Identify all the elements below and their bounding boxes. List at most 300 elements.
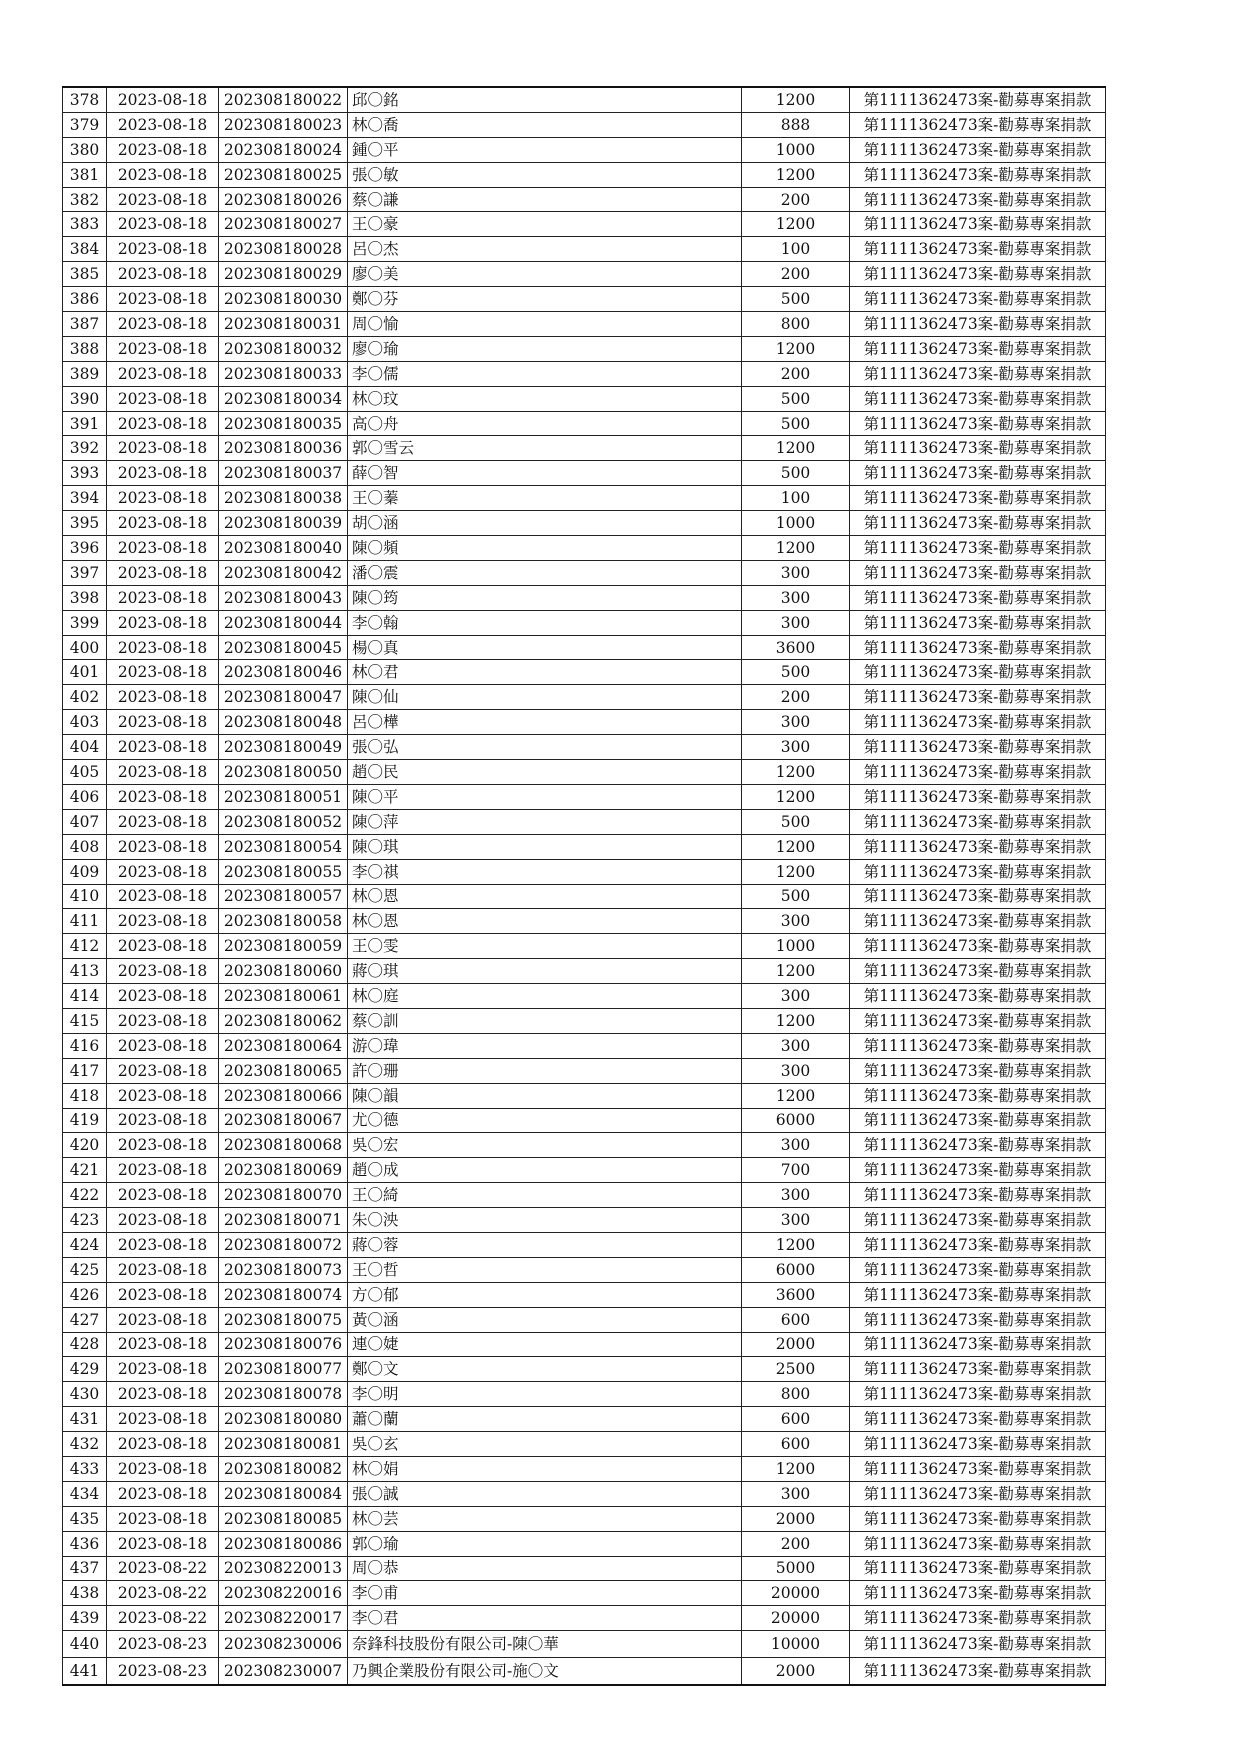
- table-row: [63, 959, 1106, 984]
- remark-cell: 第1111362473案-勸募專案捐款: [850, 461, 1106, 486]
- receipt-number-cell: 202308180034: [219, 386, 348, 411]
- receipt-number-cell: 202308180027: [219, 212, 348, 237]
- donor-name-cell: 王〇綺: [348, 1183, 742, 1208]
- row-number-cell: 394: [63, 486, 107, 511]
- receipt-number-cell: 202308180058: [219, 909, 348, 934]
- donor-name-cell: 薛〇智: [348, 461, 742, 486]
- donor-name-cell: 鄭〇芬: [348, 287, 742, 312]
- receipt-number-cell: 202308180059: [219, 934, 348, 959]
- receipt-number-cell: 202308180026: [219, 187, 348, 212]
- donation-date-cell: 2023-08-18: [107, 1257, 219, 1282]
- amount-cell: 300: [742, 560, 850, 585]
- donation-date-cell: 2023-08-18: [107, 635, 219, 660]
- row-number-cell: 379: [63, 112, 107, 137]
- amount-cell: 1200: [742, 784, 850, 809]
- donation-date-cell: 2023-08-18: [107, 735, 219, 760]
- donor-name-cell: 陳〇韻: [348, 1083, 742, 1108]
- receipt-number-cell: 202308180023: [219, 112, 348, 137]
- donation-date-cell: 2023-08-18: [107, 511, 219, 536]
- remark-cell: 第1111362473案-勸募專案捐款: [850, 560, 1106, 585]
- donation-date-cell: 2023-08-18: [107, 1456, 219, 1481]
- donation-date-cell: 2023-08-18: [107, 610, 219, 635]
- donation-date-cell: 2023-08-18: [107, 685, 219, 710]
- remark-cell: 第1111362473案-勸募專案捐款: [850, 361, 1106, 386]
- donation-date-cell: 2023-08-22: [107, 1581, 219, 1606]
- table-row: [63, 287, 1106, 312]
- amount-cell: 1200: [742, 1456, 850, 1481]
- receipt-number-cell: 202308180047: [219, 685, 348, 710]
- row-number-cell: 402: [63, 685, 107, 710]
- row-number-cell: 423: [63, 1208, 107, 1233]
- donation-date-cell: 2023-08-18: [107, 187, 219, 212]
- receipt-number-cell: 202308180022: [219, 87, 348, 112]
- remark-cell: 第1111362473案-勸募專案捐款: [850, 162, 1106, 187]
- table-row: [63, 1658, 1106, 1686]
- donation-date-cell: 2023-08-22: [107, 1556, 219, 1581]
- row-number-cell: 396: [63, 536, 107, 561]
- receipt-number-cell: 202308180035: [219, 411, 348, 436]
- donor-name-cell: 陳〇仙: [348, 685, 742, 710]
- table-row: [63, 859, 1106, 884]
- donor-name-cell: 鄭〇文: [348, 1357, 742, 1382]
- row-number-cell: 431: [63, 1407, 107, 1432]
- donation-date-cell: 2023-08-18: [107, 760, 219, 785]
- table-row: [63, 1183, 1106, 1208]
- remark-cell: 第1111362473案-勸募專案捐款: [850, 1108, 1106, 1133]
- row-number-cell: 405: [63, 760, 107, 785]
- amount-cell: 300: [742, 984, 850, 1009]
- receipt-number-cell: 202308230006: [219, 1631, 348, 1658]
- donor-name-cell: 蔣〇蓉: [348, 1232, 742, 1257]
- remark-cell: 第1111362473案-勸募專案捐款: [850, 212, 1106, 237]
- receipt-number-cell: 202308180080: [219, 1407, 348, 1432]
- receipt-number-cell: 202308180043: [219, 585, 348, 610]
- row-number-cell: 419: [63, 1108, 107, 1133]
- table-row: [63, 1581, 1106, 1606]
- remark-cell: 第1111362473案-勸募專案捐款: [850, 386, 1106, 411]
- remark-cell: 第1111362473案-勸募專案捐款: [850, 660, 1106, 685]
- remark-cell: 第1111362473案-勸募專案捐款: [850, 1033, 1106, 1058]
- receipt-number-cell: 202308180048: [219, 710, 348, 735]
- table-row: [63, 1456, 1106, 1481]
- row-number-cell: 385: [63, 262, 107, 287]
- remark-cell: 第1111362473案-勸募專案捐款: [850, 287, 1106, 312]
- donation-date-cell: 2023-08-18: [107, 486, 219, 511]
- donor-name-cell: 趙〇成: [348, 1158, 742, 1183]
- receipt-number-cell: 202308180081: [219, 1432, 348, 1457]
- donor-name-cell: 李〇明: [348, 1382, 742, 1407]
- row-number-cell: 409: [63, 859, 107, 884]
- amount-cell: 600: [742, 1432, 850, 1457]
- amount-cell: 200: [742, 361, 850, 386]
- donor-name-cell: 張〇誠: [348, 1481, 742, 1506]
- donation-date-cell: 2023-08-18: [107, 1232, 219, 1257]
- table-row: [63, 1556, 1106, 1581]
- row-number-cell: 397: [63, 560, 107, 585]
- donor-name-cell: 呂〇杰: [348, 237, 742, 262]
- table-row: [63, 1033, 1106, 1058]
- donation-date-cell: 2023-08-22: [107, 1606, 219, 1631]
- remark-cell: 第1111362473案-勸募專案捐款: [850, 336, 1106, 361]
- table-row: [63, 511, 1106, 536]
- amount-cell: 1200: [742, 536, 850, 561]
- donor-name-cell: 郭〇雪云: [348, 436, 742, 461]
- table-row: [63, 1531, 1106, 1556]
- remark-cell: 第1111362473案-勸募專案捐款: [850, 1307, 1106, 1332]
- amount-cell: 100: [742, 237, 850, 262]
- row-number-cell: 387: [63, 312, 107, 337]
- donor-name-cell: 朱〇泱: [348, 1208, 742, 1233]
- donor-name-cell: 林〇君: [348, 660, 742, 685]
- table-row: [63, 386, 1106, 411]
- donor-name-cell: 陳〇萍: [348, 809, 742, 834]
- donation-date-cell: 2023-08-18: [107, 386, 219, 411]
- remark-cell: 第1111362473案-勸募專案捐款: [850, 1058, 1106, 1083]
- table-row: [63, 1282, 1106, 1307]
- table-row: [63, 1257, 1106, 1282]
- donor-name-cell: 吳〇宏: [348, 1133, 742, 1158]
- amount-cell: 800: [742, 1382, 850, 1407]
- amount-cell: 1200: [742, 760, 850, 785]
- amount-cell: 1000: [742, 934, 850, 959]
- donation-date-cell: 2023-08-18: [107, 1382, 219, 1407]
- donor-name-cell: 鍾〇平: [348, 137, 742, 162]
- ledger-body: [63, 87, 1106, 1685]
- donation-date-cell: 2023-08-18: [107, 859, 219, 884]
- remark-cell: 第1111362473案-勸募專案捐款: [850, 1456, 1106, 1481]
- receipt-number-cell: 202308180084: [219, 1481, 348, 1506]
- donation-date-cell: 2023-08-18: [107, 1432, 219, 1457]
- row-number-cell: 418: [63, 1083, 107, 1108]
- table-row: [63, 1481, 1106, 1506]
- remark-cell: 第1111362473案-勸募專案捐款: [850, 610, 1106, 635]
- row-number-cell: 433: [63, 1456, 107, 1481]
- donor-name-cell: 廖〇瑜: [348, 336, 742, 361]
- remark-cell: 第1111362473案-勸募專案捐款: [850, 511, 1106, 536]
- donor-name-cell: 周〇愉: [348, 312, 742, 337]
- row-number-cell: 406: [63, 784, 107, 809]
- remark-cell: 第1111362473案-勸募專案捐款: [850, 710, 1106, 735]
- remark-cell: 第1111362473案-勸募專案捐款: [850, 984, 1106, 1009]
- remark-cell: 第1111362473案-勸募專案捐款: [850, 1432, 1106, 1457]
- table-row: [63, 560, 1106, 585]
- receipt-number-cell: 202308180038: [219, 486, 348, 511]
- donor-name-cell: 奈鋒科技股份有限公司-陳〇華: [348, 1631, 742, 1658]
- amount-cell: 5000: [742, 1556, 850, 1581]
- donation-date-cell: 2023-08-18: [107, 1033, 219, 1058]
- amount-cell: 1200: [742, 1008, 850, 1033]
- donation-date-cell: 2023-08-18: [107, 237, 219, 262]
- donation-date-cell: 2023-08-18: [107, 262, 219, 287]
- receipt-number-cell: 202308220017: [219, 1606, 348, 1631]
- donor-name-cell: 張〇敏: [348, 162, 742, 187]
- amount-cell: 20000: [742, 1606, 850, 1631]
- amount-cell: 3600: [742, 635, 850, 660]
- remark-cell: 第1111362473案-勸募專案捐款: [850, 536, 1106, 561]
- amount-cell: 1200: [742, 859, 850, 884]
- receipt-number-cell: 202308180086: [219, 1531, 348, 1556]
- row-number-cell: 399: [63, 610, 107, 635]
- remark-cell: 第1111362473案-勸募專案捐款: [850, 486, 1106, 511]
- remark-cell: 第1111362473案-勸募專案捐款: [850, 1008, 1106, 1033]
- remark-cell: 第1111362473案-勸募專案捐款: [850, 909, 1106, 934]
- table-row: [63, 834, 1106, 859]
- row-number-cell: 420: [63, 1133, 107, 1158]
- row-number-cell: 439: [63, 1606, 107, 1631]
- table-row: [63, 610, 1106, 635]
- remark-cell: 第1111362473案-勸募專案捐款: [850, 1631, 1106, 1658]
- receipt-number-cell: 202308180077: [219, 1357, 348, 1382]
- row-number-cell: 381: [63, 162, 107, 187]
- amount-cell: 1200: [742, 87, 850, 112]
- row-number-cell: 392: [63, 436, 107, 461]
- row-number-cell: 404: [63, 735, 107, 760]
- remark-cell: 第1111362473案-勸募專案捐款: [850, 137, 1106, 162]
- remark-cell: 第1111362473案-勸募專案捐款: [850, 760, 1106, 785]
- row-number-cell: 383: [63, 212, 107, 237]
- table-row: [63, 1108, 1106, 1133]
- row-number-cell: 435: [63, 1506, 107, 1531]
- row-number-cell: 407: [63, 809, 107, 834]
- row-number-cell: 421: [63, 1158, 107, 1183]
- amount-cell: 6000: [742, 1108, 850, 1133]
- donation-date-cell: 2023-08-18: [107, 137, 219, 162]
- row-number-cell: 400: [63, 635, 107, 660]
- receipt-number-cell: 202308180057: [219, 884, 348, 909]
- row-number-cell: 438: [63, 1581, 107, 1606]
- table-row: [63, 1307, 1106, 1332]
- remark-cell: 第1111362473案-勸募專案捐款: [850, 685, 1106, 710]
- amount-cell: 2500: [742, 1357, 850, 1382]
- donor-name-cell: 吳〇玄: [348, 1432, 742, 1457]
- donor-name-cell: 尤〇德: [348, 1108, 742, 1133]
- donor-name-cell: 王〇豪: [348, 212, 742, 237]
- donor-name-cell: 李〇儒: [348, 361, 742, 386]
- receipt-number-cell: 202308180042: [219, 560, 348, 585]
- row-number-cell: 429: [63, 1357, 107, 1382]
- table-row: [63, 436, 1106, 461]
- amount-cell: 500: [742, 287, 850, 312]
- remark-cell: 第1111362473案-勸募專案捐款: [850, 735, 1106, 760]
- amount-cell: 1200: [742, 834, 850, 859]
- remark-cell: 第1111362473案-勸募專案捐款: [850, 1083, 1106, 1108]
- table-row: [63, 486, 1106, 511]
- row-number-cell: 395: [63, 511, 107, 536]
- remark-cell: 第1111362473案-勸募專案捐款: [850, 809, 1106, 834]
- table-row: [63, 87, 1106, 112]
- remark-cell: 第1111362473案-勸募專案捐款: [850, 312, 1106, 337]
- receipt-number-cell: 202308180085: [219, 1506, 348, 1531]
- receipt-number-cell: 202308180024: [219, 137, 348, 162]
- receipt-number-cell: 202308180064: [219, 1033, 348, 1058]
- donation-date-cell: 2023-08-18: [107, 1208, 219, 1233]
- table-row: [63, 1232, 1106, 1257]
- receipt-number-cell: 202308220013: [219, 1556, 348, 1581]
- amount-cell: 1200: [742, 162, 850, 187]
- remark-cell: 第1111362473案-勸募專案捐款: [850, 959, 1106, 984]
- donation-date-cell: 2023-08-18: [107, 361, 219, 386]
- amount-cell: 200: [742, 1531, 850, 1556]
- amount-cell: 6000: [742, 1257, 850, 1282]
- table-row: [63, 735, 1106, 760]
- remark-cell: 第1111362473案-勸募專案捐款: [850, 1133, 1106, 1158]
- row-number-cell: 398: [63, 585, 107, 610]
- donation-date-cell: 2023-08-18: [107, 834, 219, 859]
- amount-cell: 100: [742, 486, 850, 511]
- receipt-number-cell: 202308180073: [219, 1257, 348, 1282]
- remark-cell: 第1111362473案-勸募專案捐款: [850, 1282, 1106, 1307]
- table-row: [63, 112, 1106, 137]
- donor-name-cell: 乃興企業股份有限公司-施〇文: [348, 1658, 742, 1686]
- amount-cell: 200: [742, 262, 850, 287]
- amount-cell: 600: [742, 1407, 850, 1432]
- remark-cell: 第1111362473案-勸募專案捐款: [850, 187, 1106, 212]
- row-number-cell: 378: [63, 87, 107, 112]
- donation-date-cell: 2023-08-23: [107, 1631, 219, 1658]
- donor-name-cell: 王〇蓁: [348, 486, 742, 511]
- row-number-cell: 386: [63, 287, 107, 312]
- donation-date-cell: 2023-08-18: [107, 1332, 219, 1357]
- amount-cell: 500: [742, 809, 850, 834]
- donation-date-cell: 2023-08-18: [107, 287, 219, 312]
- row-number-cell: 412: [63, 934, 107, 959]
- row-number-cell: 422: [63, 1183, 107, 1208]
- amount-cell: 1200: [742, 212, 850, 237]
- donation-date-cell: 2023-08-18: [107, 1133, 219, 1158]
- remark-cell: 第1111362473案-勸募專案捐款: [850, 1531, 1106, 1556]
- row-number-cell: 437: [63, 1556, 107, 1581]
- receipt-number-cell: 202308180066: [219, 1083, 348, 1108]
- row-number-cell: 415: [63, 1008, 107, 1033]
- amount-cell: 10000: [742, 1631, 850, 1658]
- row-number-cell: 417: [63, 1058, 107, 1083]
- receipt-number-cell: 202308180025: [219, 162, 348, 187]
- receipt-number-cell: 202308220016: [219, 1581, 348, 1606]
- amount-cell: 1200: [742, 959, 850, 984]
- donation-date-cell: 2023-08-18: [107, 411, 219, 436]
- table-row: [63, 1058, 1106, 1083]
- table-row: [63, 635, 1106, 660]
- donor-name-cell: 蕭〇蘭: [348, 1407, 742, 1432]
- donation-date-cell: 2023-08-18: [107, 1506, 219, 1531]
- amount-cell: 1200: [742, 1232, 850, 1257]
- donor-name-cell: 陳〇筠: [348, 585, 742, 610]
- remark-cell: 第1111362473案-勸募專案捐款: [850, 1556, 1106, 1581]
- remark-cell: 第1111362473案-勸募專案捐款: [850, 1407, 1106, 1432]
- donor-name-cell: 李〇翰: [348, 610, 742, 635]
- row-number-cell: 440: [63, 1631, 107, 1658]
- row-number-cell: 424: [63, 1232, 107, 1257]
- table-row: [63, 1158, 1106, 1183]
- row-number-cell: 434: [63, 1481, 107, 1506]
- receipt-number-cell: 202308180033: [219, 361, 348, 386]
- row-number-cell: 380: [63, 137, 107, 162]
- table-row: [63, 212, 1106, 237]
- donation-date-cell: 2023-08-18: [107, 934, 219, 959]
- amount-cell: 300: [742, 1058, 850, 1083]
- donation-date-cell: 2023-08-18: [107, 1058, 219, 1083]
- donor-name-cell: 李〇君: [348, 1606, 742, 1631]
- donor-name-cell: 蔡〇訓: [348, 1008, 742, 1033]
- receipt-number-cell: 202308180040: [219, 536, 348, 561]
- remark-cell: 第1111362473案-勸募專案捐款: [850, 436, 1106, 461]
- amount-cell: 500: [742, 884, 850, 909]
- receipt-number-cell: 202308180068: [219, 1133, 348, 1158]
- table-row: [63, 710, 1106, 735]
- receipt-number-cell: 202308180031: [219, 312, 348, 337]
- donation-date-cell: 2023-08-18: [107, 461, 219, 486]
- receipt-number-cell: 202308180029: [219, 262, 348, 287]
- table-row: [63, 137, 1106, 162]
- receipt-number-cell: 202308180039: [219, 511, 348, 536]
- table-row: [63, 1382, 1106, 1407]
- table-row: [63, 262, 1106, 287]
- donation-date-cell: 2023-08-18: [107, 1357, 219, 1382]
- table-row: [63, 1083, 1106, 1108]
- donor-name-cell: 蔣〇琪: [348, 959, 742, 984]
- donor-name-cell: 林〇恩: [348, 909, 742, 934]
- remark-cell: 第1111362473案-勸募專案捐款: [850, 1232, 1106, 1257]
- donation-date-cell: 2023-08-18: [107, 336, 219, 361]
- donation-date-cell: 2023-08-18: [107, 536, 219, 561]
- table-row: [63, 884, 1106, 909]
- remark-cell: 第1111362473案-勸募專案捐款: [850, 237, 1106, 262]
- table-row: [63, 1432, 1106, 1457]
- amount-cell: 300: [742, 710, 850, 735]
- donor-name-cell: 林〇玟: [348, 386, 742, 411]
- amount-cell: 500: [742, 660, 850, 685]
- remark-cell: 第1111362473案-勸募專案捐款: [850, 112, 1106, 137]
- table-row: [63, 411, 1106, 436]
- amount-cell: 1200: [742, 1083, 850, 1108]
- remark-cell: 第1111362473案-勸募專案捐款: [850, 635, 1106, 660]
- donation-date-cell: 2023-08-18: [107, 1282, 219, 1307]
- row-number-cell: 430: [63, 1382, 107, 1407]
- donor-name-cell: 林〇庭: [348, 984, 742, 1009]
- row-number-cell: 414: [63, 984, 107, 1009]
- remark-cell: 第1111362473案-勸募專案捐款: [850, 585, 1106, 610]
- donor-name-cell: 王〇哲: [348, 1257, 742, 1282]
- receipt-number-cell: 202308180070: [219, 1183, 348, 1208]
- donor-name-cell: 王〇雯: [348, 934, 742, 959]
- amount-cell: 2000: [742, 1332, 850, 1357]
- remark-cell: 第1111362473案-勸募專案捐款: [850, 784, 1106, 809]
- table-row: [63, 336, 1106, 361]
- donor-name-cell: 黃〇涵: [348, 1307, 742, 1332]
- receipt-number-cell: 202308180028: [219, 237, 348, 262]
- amount-cell: 2000: [742, 1658, 850, 1686]
- donation-date-cell: 2023-08-18: [107, 959, 219, 984]
- amount-cell: 300: [742, 1183, 850, 1208]
- receipt-number-cell: 202308180046: [219, 660, 348, 685]
- row-number-cell: 391: [63, 411, 107, 436]
- row-number-cell: 432: [63, 1432, 107, 1457]
- donor-name-cell: 呂〇樺: [348, 710, 742, 735]
- amount-cell: 2000: [742, 1506, 850, 1531]
- donation-date-cell: 2023-08-18: [107, 909, 219, 934]
- receipt-number-cell: 202308180051: [219, 784, 348, 809]
- row-number-cell: 393: [63, 461, 107, 486]
- receipt-number-cell: 202308180030: [219, 287, 348, 312]
- row-number-cell: 410: [63, 884, 107, 909]
- row-number-cell: 388: [63, 336, 107, 361]
- donor-name-cell: 趙〇民: [348, 760, 742, 785]
- row-number-cell: 382: [63, 187, 107, 212]
- amount-cell: 20000: [742, 1581, 850, 1606]
- donation-date-cell: 2023-08-18: [107, 884, 219, 909]
- amount-cell: 1000: [742, 511, 850, 536]
- donor-name-cell: 郭〇瑜: [348, 1531, 742, 1556]
